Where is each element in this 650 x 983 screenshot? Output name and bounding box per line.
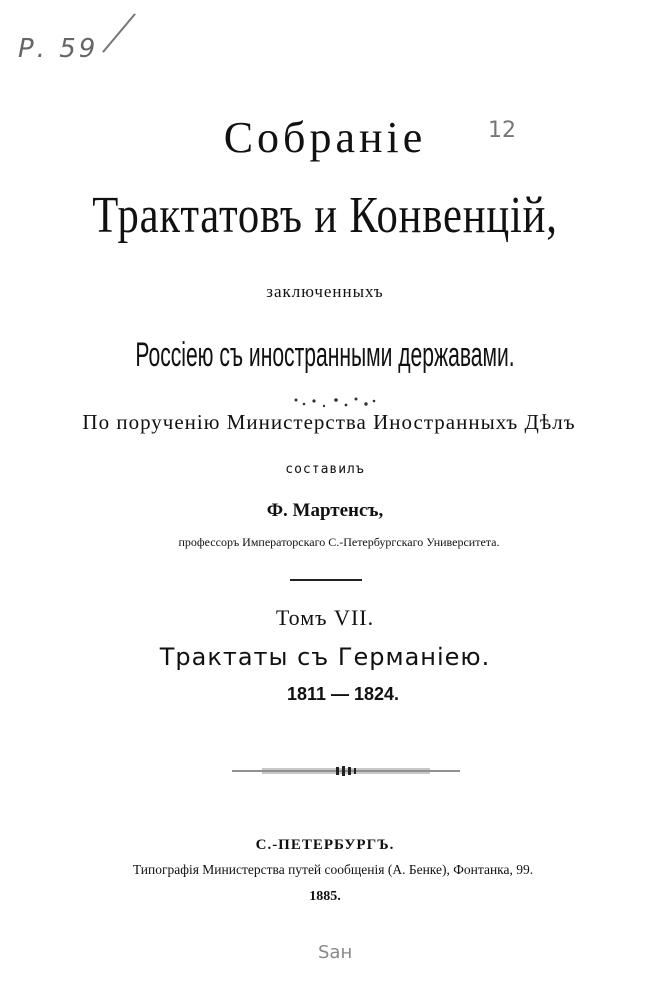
shelfmark-text: Р. 59 bbox=[18, 34, 99, 64]
imprint-printer: Типографія Министерства путей сообщенія (А. Бенке), Фонтанка, 99. bbox=[132, 862, 534, 877]
volume-subtitle: Трактаты съ Германіею. bbox=[159, 643, 491, 671]
title-concluded: заключенныхъ bbox=[266, 282, 384, 301]
handwritten-signature-mark bbox=[318, 942, 352, 963]
volume-years: 1811 — 1824. bbox=[286, 684, 400, 704]
imprint-city: С.-ПЕТЕРБУРГЪ. bbox=[255, 837, 395, 853]
commission-statement: По порученію Министерства Иностранныхъ Дѣлъ bbox=[82, 410, 576, 434]
handwritten-number-text: 12 bbox=[488, 118, 516, 143]
title-russia-foreign-powers: Россіею съ иностранными державами. bbox=[135, 336, 515, 374]
title-collection: Собраніе bbox=[223, 113, 427, 162]
author-position: профессоръ Императорскаго С.-Петербургскаго Университета. bbox=[178, 535, 500, 549]
library-shelfmark-stamp bbox=[18, 34, 98, 64]
volume-number: Томъ VII. bbox=[275, 605, 375, 630]
compiled-by-label: составилъ bbox=[285, 462, 365, 477]
imprint-year: 1885. bbox=[309, 889, 341, 904]
pencil-stroke bbox=[102, 13, 136, 53]
handwritten-signature-text: Ѕан bbox=[318, 942, 353, 963]
author-name: Ф. Мартенсъ, bbox=[266, 500, 384, 521]
divider-rule bbox=[290, 579, 362, 581]
ornamental-rule bbox=[232, 764, 460, 778]
title-treaties: Трактатовъ и Конвенцій, bbox=[92, 187, 558, 244]
